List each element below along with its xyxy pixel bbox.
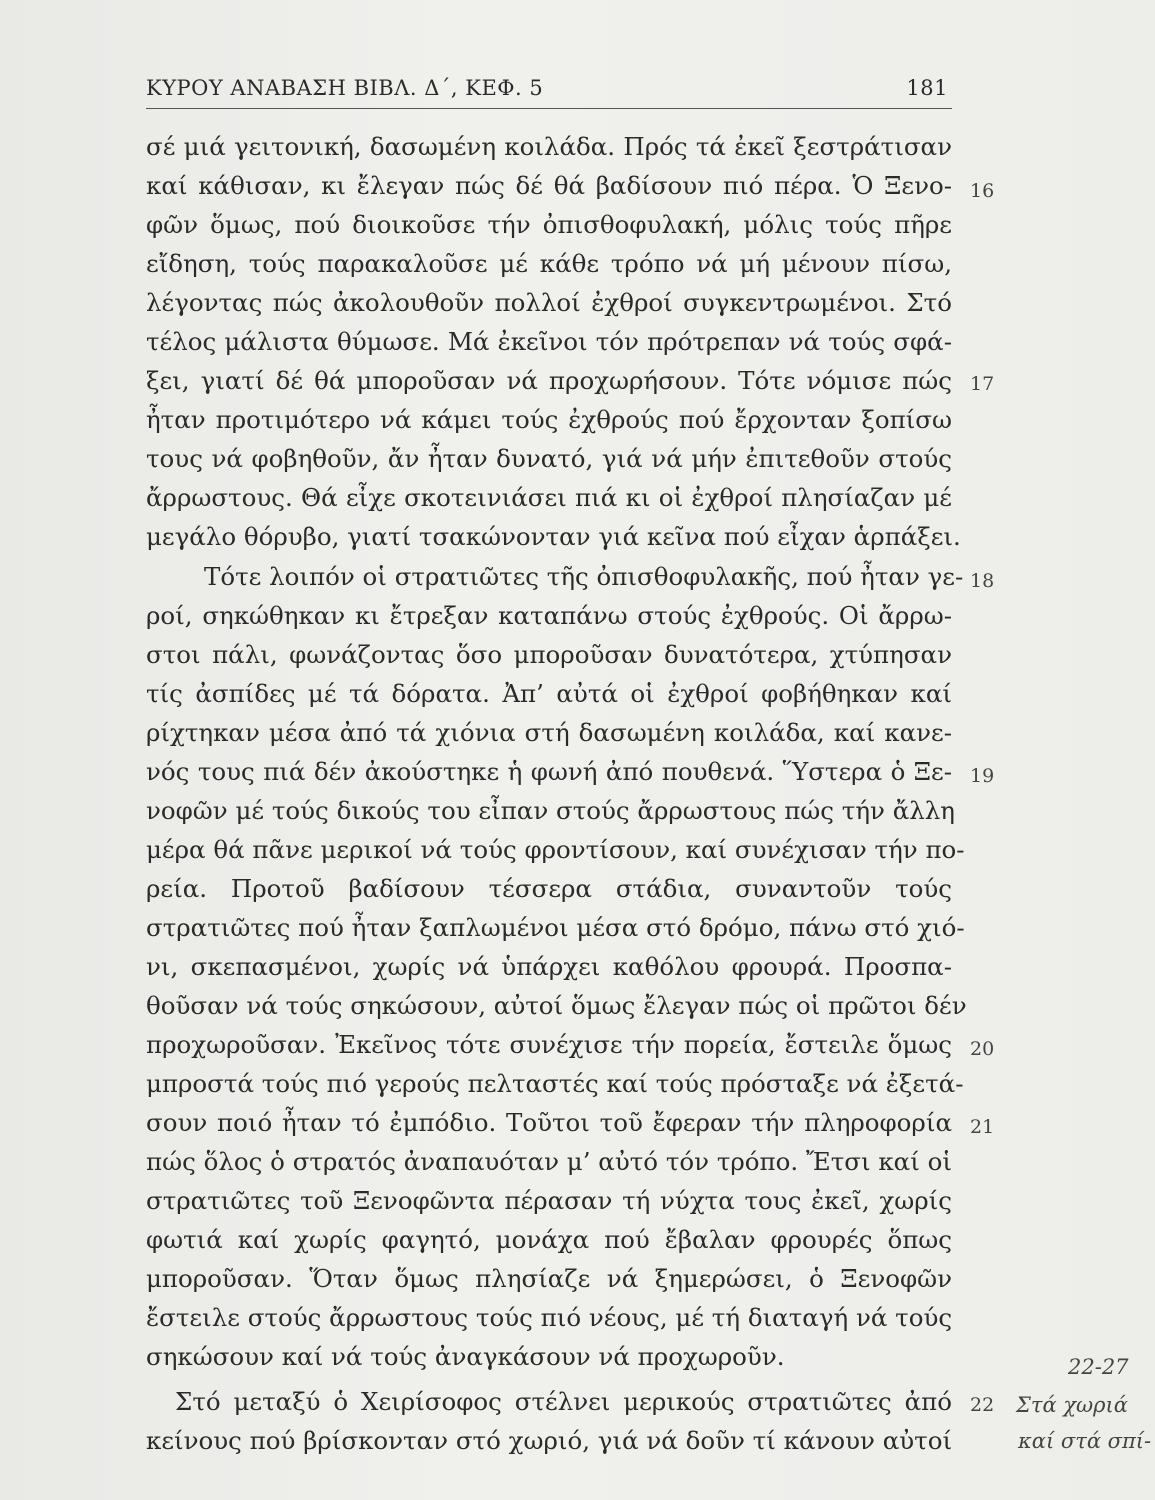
section-number: 19: [970, 765, 995, 787]
text-line: σουν ποιό ἦταν τό ἐμπόδιο. Τοῦτοι τοῦ ἔφεραν τήν πληροφορία: [146, 1108, 952, 1137]
text-line: τους νά φοβηθοῦν, ἄν ἦταν δυνατό, γιά νά μήν ἐπιτεθοῦν στούς: [146, 444, 952, 473]
sidenote-line: καί στά σπί-: [1018, 1429, 1152, 1453]
sidenote-line: Στά χωριά: [1016, 1393, 1128, 1417]
text-line: σέ μιά γειτονική, δασωμένη κοιλάδα. Πρός τά ἐκεῖ ξεστράτισαν: [146, 132, 952, 161]
section-number: 16: [970, 180, 995, 202]
sidenote-range: 22-27: [1068, 1355, 1129, 1379]
text-line: φωτιά καί χωρίς φαγητό, μονάχα πού ἔβαλαν φρουρές ὅπως: [146, 1225, 952, 1254]
text-line: μποροῦσαν. Ὅταν ὅμως πλησίαζε νά ξημερώσει, ὁ Ξενοφῶν: [146, 1264, 952, 1293]
text-line: σηκώσουν καί νά τούς ἀναγκάσουν νά προχωροῦν.: [146, 1342, 785, 1371]
text-line: μεγάλο θόρυβο, γιατί τσακώνονταν γιά κεῖνα πού εἶχαν ἁρπάξει.: [146, 522, 961, 551]
text-line: τέλος μάλιστα θύμωσε. Μά ἐκεῖνοι τόν πρότρεπαν νά τούς σφά-: [146, 327, 952, 356]
text-line: νός τους πιά δέν ἀκούστηκε ἡ φωνή ἀπό πουθενά. Ὕστερα ὁ Ξε-: [146, 757, 952, 786]
text-line: νοφῶν μέ τούς δικούς του εἶπαν στούς ἄρρωστους πώς τήν ἄλλη: [146, 796, 955, 825]
text-line: ἄρρωστους. Θά εἶχε σκοτεινιάσει πιά κι οἱ ἐχθροί πλησίαζαν μέ: [146, 483, 952, 512]
text-line: ξει, γιατί δέ θά μποροῦσαν νά προχωρήσουν. Τότε νόμισε πώς: [146, 366, 952, 395]
text-line: ἦταν προτιμότερο νά κάμει τούς ἐχθρούς πού ἔρχονταν ξοπίσω: [146, 405, 952, 434]
text-line: στρατιῶτες τοῦ Ξενοφῶντα πέρασαν τή νύχτα τους ἐκεῖ, χωρίς: [146, 1186, 952, 1215]
text-line: στοι πάλι, φωνάζοντας ὅσο μποροῦσαν δυνατότερα, χτύπησαν: [146, 640, 952, 669]
text-line: πώς ὅλος ὁ στρατός ἀναπαυόταν μ’ αὐτό τόν τρόπο. Ἔτσι καί οἱ: [146, 1147, 952, 1176]
text-line: νι, σκεπασμένοι, χωρίς νά ὑπάρχει καθόλου φρουρά. Προσπα-: [146, 952, 952, 981]
section-number: 22: [970, 1394, 995, 1416]
text-line: τίς ἀσπίδες μέ τά δόρατα. Ἀπ’ αὐτά οἱ ἐχθροί φοβήθηκαν καί: [146, 679, 952, 708]
text-line: θοῦσαν νά τούς σηκώσουν, αὐτοί ὅμως ἔλεγαν πώς οἱ πρῶτοι δέν: [146, 991, 967, 1020]
section-number: 18: [970, 570, 995, 592]
text-line: κείνους πού βρίσκονταν στό χωριό, γιά νά δοῦν τί κάνουν αὐτοί: [146, 1426, 953, 1455]
text-line: λέγοντας πώς ἀκολουθοῦν πολλοί ἐχθροί συγκεντρωμένοι. Στό: [146, 288, 952, 317]
text-line: προχωροῦσαν. Ἐκεῖνος τότε συνέχισε τήν πορεία, ἔστειλε ὅμως: [146, 1030, 952, 1059]
section-number: 17: [970, 373, 995, 395]
text-line: ρίχτηκαν μέσα ἀπό τά χιόνια στή δασωμένη κοιλάδα, καί κανε-: [146, 718, 952, 747]
section-number: 20: [970, 1038, 995, 1060]
section-number: 21: [970, 1116, 995, 1138]
text-line: μέρα θά πᾶνε μερικοί νά τούς φροντίσουν, καί συνέχισαν τήν πο-: [146, 835, 965, 864]
text-line: ρεία. Προτοῦ βαδίσουν τέσσερα στάδια, συναντοῦν τούς: [146, 874, 952, 903]
text-line: ροί, σηκώθηκαν κι ἔτρεξαν καταπάνω στούς ἐχθρούς. Οἱ ἄρρω-: [146, 601, 952, 630]
running-title: ΚΥΡΟΥ ΑΝΑΒΑΣΗ ΒΙΒΛ. Δ΄, ΚΕΦ. 5: [146, 76, 544, 100]
text-line: Στό μεταξύ ὁ Χειρίσοφος στέλνει μερικούς στρατιῶτες ἀπό: [175, 1387, 952, 1416]
text-line: φῶν ὅμως, πού διοικοῦσε τήν ὀπισθοφυλακή, μόλις τούς πῆρε: [146, 210, 952, 239]
text-line: στρατιῶτες πού ἦταν ξαπλωμένοι μέσα στό δρόμο, πάνω στό χιό-: [146, 913, 965, 942]
running-header: [146, 68, 952, 109]
text-line: εἴδηση, τούς παρακαλοῦσε μέ κάθε τρόπο νά μή μένουν πίσω,: [146, 249, 952, 278]
page-number: 181: [906, 76, 948, 100]
text-line: ἔστειλε στούς ἄρρωστους τούς πιό νέους, μέ τή διαταγή νά τούς: [146, 1303, 953, 1332]
text-line: μπροστά τούς πιό γερούς πελταστές καί τούς πρόσταξε νά ἐξετά-: [146, 1069, 964, 1098]
text-line: καί κάθισαν, κι ἔλεγαν πώς δέ θά βαδίσουν πιό πέρα. Ὁ Ξενο-: [146, 171, 952, 200]
text-line: Τότε λοιπόν οἱ στρατιῶτες τῆς ὀπισθοφυλακῆς, πού ἦταν γε-: [204, 562, 964, 591]
